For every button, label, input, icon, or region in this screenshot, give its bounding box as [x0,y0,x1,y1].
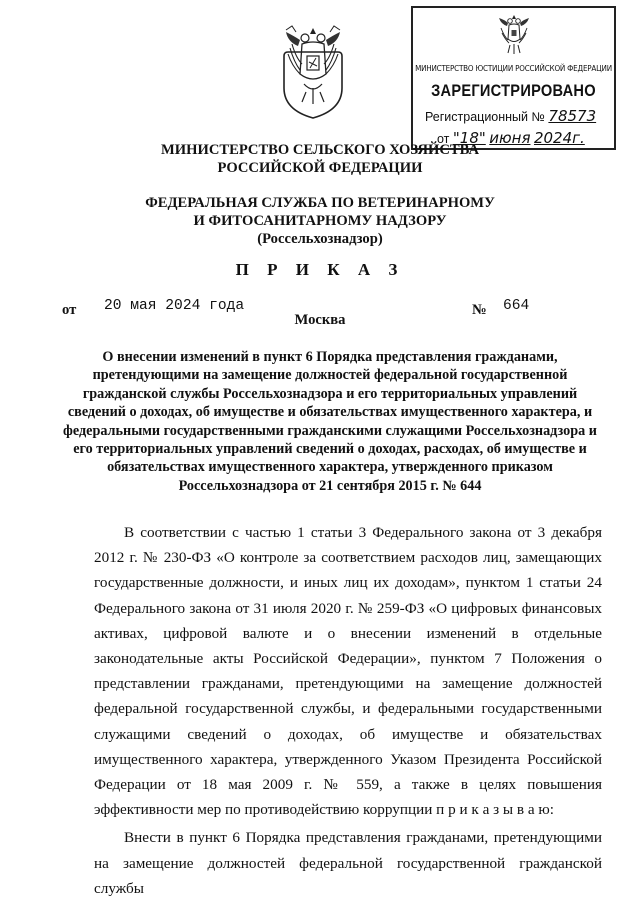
stamp-date-year: 2024г. [533,129,585,147]
registration-stamp [411,6,616,150]
coat-of-arms-emblem [276,22,350,120]
ministry-name-line1: МИНИСТЕРСТВО СЕЛЬСКОГО ХОЗЯЙСТВА [160,142,480,158]
number-label: № [472,302,487,318]
order-body [94,520,602,901]
stamp-ministry-name: МИНИСТЕРСТВО ЮСТИЦИИ РОССИЙСКОЙ ФЕДЕРАЦИИ [415,64,612,73]
service-header [0,194,640,248]
body-paragraph-1: В соответствии с частью 1 статьи 3 Федерального закона от 3 декабря 2012 г. № 230-ФЗ «О контроле за соответствием расходов лиц, замещающих государственные должности, и иных лиц их доходам», пунктом 1 статьи 24 Федерального закона от 31 июля 2020 г. № 259-ФЗ «О цифровых финансовых активах, цифровой валюте и о внесении изменений в отдельные законодательные акты Российской Федерации», пунктом 7 Положения о представлении гражданами, претендующими на замещение должностей федеральной государственной службы, и федеральными государственными служащими сведений о доходах, об имуществе и обязательствах имущественного характера, утвержденного Указом Президента Российской Федерации от 18 мая 2009 г. № 559, а также в целях повышения эффективности мер по противодействию коррупции п р и к а з ы в а ю: [94,524,602,819]
order-number: 664 [503,298,530,314]
city: Москва [294,312,346,328]
date-label: от [62,302,77,318]
stamp-reg-label: Регистрационный № [425,110,545,124]
service-short-name: (Россельхознадзор) [257,231,383,247]
ministry-name-line2: РОССИЙСКОЙ ФЕДЕРАЦИИ [217,160,423,176]
ministry-header [0,141,640,177]
service-name-line1: ФЕДЕРАЛЬНАЯ СЛУЖБА ПО ВЕТЕРИНАРНОМУ [145,195,495,211]
stamp-registration-line [425,107,596,125]
stamp-status: ЗАРЕГИСТРИРОВАНО [431,81,596,100]
stamp-date-day: "18" [452,129,486,147]
stamp-reg-number: 78573 [548,107,597,125]
order-date: 20 мая 2024 года [104,298,245,314]
body-paragraph-2: Внести в пункт 6 Порядка представления гражданами, претендующими на замещение должностей федеральной государственной гражданской службы [94,829,602,897]
stamp-emblem-icon [497,12,531,56]
order-title: О внесении изменений в пункт 6 Порядка представления гражданами, претендующими на замещение должностей федеральной государственной гражданской службы Россельхознадзора и его территориальных управлений сведений о доходах, об имуществе и обязательствах имущественного характера, и федеральными государственными гражданскими служащими Россельхознадзора и его территориальных управлений сведений о доходах, расходах, об имуществе и обязательствах имущественного характера, утвержденного приказом Россельхознадзора от 21 сентября 2015 г. № 644 [63,349,597,494]
document-type-heading: П Р И К А З [235,260,405,279]
stamp-date-prefix: от [437,132,450,146]
stamp-date-month: июня [489,129,531,147]
service-name-line2: И ФИТОСАНИТАРНОМУ НАДЗОРУ [193,213,447,229]
